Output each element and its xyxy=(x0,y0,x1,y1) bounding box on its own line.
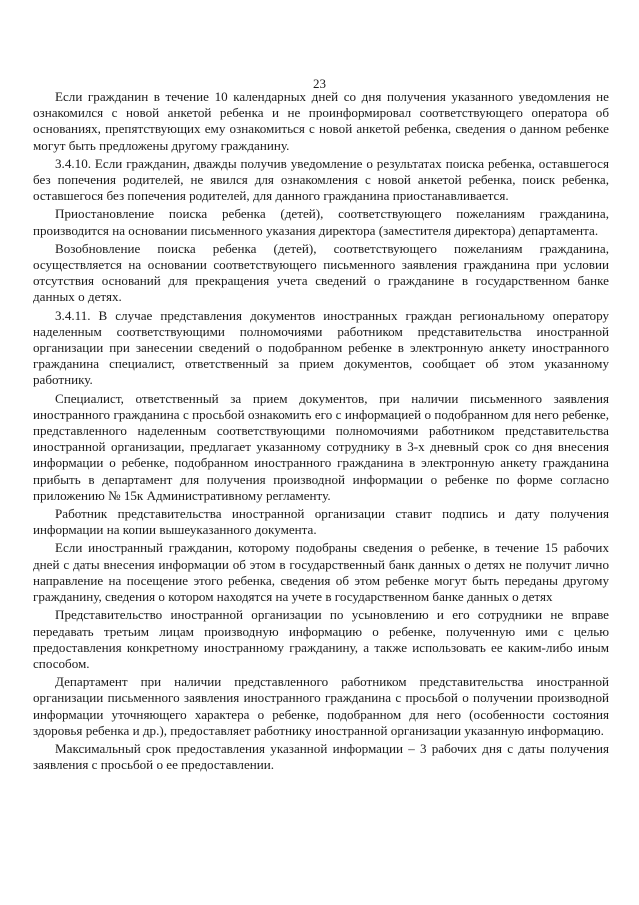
paragraph: Если гражданин в течение 10 календарных дней со дня получения указанного уведомления не ознакомился с новой анкетой ребенка и не проинформировал соответствующего оператора об основаниях, препятствующих ему ознакомиться с новой анкетой ребенка, сведения о данном ребенке могут быть предложены другому гражданину. xyxy=(33,89,609,153)
paragraph: Если иностранный гражданин, которому подобраны сведения о ребенке, в течение 15 рабочих дней с даты внесения информации об этом в государственный банк данных о детях не получит лично направление на посещение этого ребенка, сведения об этом ребенке могут быть переданы другому гражданину, сведения о котором находятся на учете в государственном банке данных о детях xyxy=(33,540,609,605)
document-body xyxy=(33,89,609,773)
paragraph: Департамент при наличии представленного работником представительства иностранной организации письменного заявления иностранного гражданина с просьбой о получении производной информации уточняющего характера о ребенке, подобранном для него (особенности состояния здоровья ребенка и др.), предоставляет работнику иностранной организации указанную информацию. xyxy=(33,674,609,738)
paragraph: 3.4.11. В случае представления документов иностранных граждан региональному оператору наделенным соответствующими полномочиями работником представительства иностранной организации при занесении сведений о подобранном ребенке в электронную анкету иностранного гражданина специалист, ответственный за прием документов, сообщает об этом указанному работнику. xyxy=(33,307,609,388)
paragraph: Приостановление поиска ребенка (детей), соответствующего пожеланиям гражданина, производится на основании письменного указания директора (заместителя директора) департамента. xyxy=(33,206,609,238)
paragraph: Представительство иностранной организации по усыновлению и его сотрудники не вправе передавать третьим лицам производную информацию о ребенке, полученную ими с целью предоставления конкретному иностранному гражданину, а также использовать ее каким-либо иным способом. xyxy=(33,607,609,671)
paragraph: Возобновление поиска ребенка (детей), соответствующего пожеланиям гражданина, осуществляется на основании соответствующего письменного заявления гражданина при условии отсутствия оснований для прекращения учета сведений о гражданине в государственном банке данных о детях. xyxy=(33,240,609,305)
paragraph: Максимальный срок предоставления указанной информации – 3 рабочих дня с даты получения заявления с просьбой о ее предоставлении. xyxy=(33,740,609,773)
page-number: 23 xyxy=(313,76,326,91)
paragraph: Работник представительства иностранной организации ставит подпись и дату получения информации на копии вышеуказанного документа. xyxy=(33,506,609,538)
paragraph: Специалист, ответственный за прием документов, при наличии письменного заявления иностранного гражданина с просьбой ознакомить его с информацией о подобранном для него ребенке, представленного наделенным соответствующими полномочиями работником представительства иностранной организации, предлагает указанному сотруднику в 3-х дневный срок со дня внесения информации о ребенке, подобранном иностранного гражданина в электронную анкету гражданина прибыть в департамент для получения производной информации о ребенке по форме согласно приложению № 15к Административному регламенту. xyxy=(33,390,609,503)
paragraph: 3.4.10. Если гражданин, дважды получив уведомление о результатах поиска ребенка, оставшегося без попечения родителей, не явился для ознакомления с новой анкетой ребенка, поиск ребенка, оставшегося без попечения родителей, для данного гражданина приостанавливается. xyxy=(33,155,609,204)
